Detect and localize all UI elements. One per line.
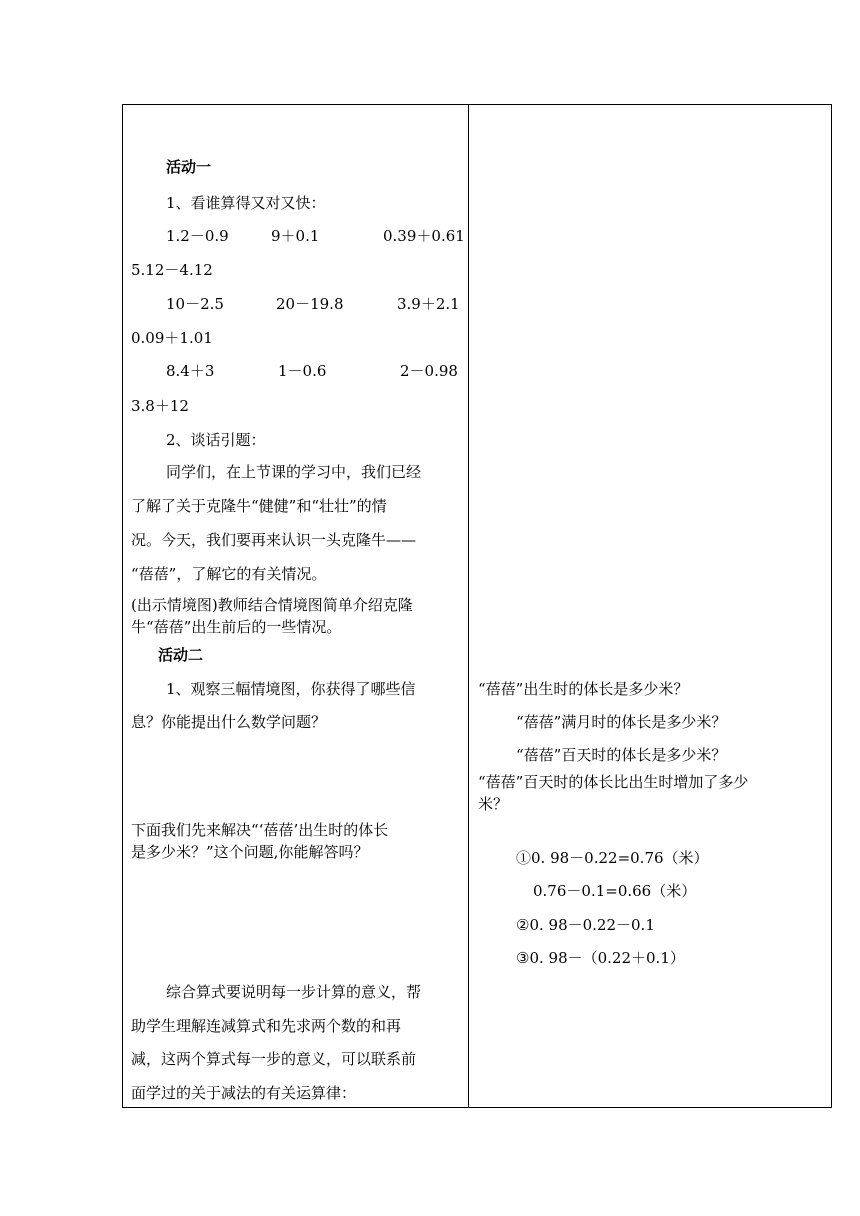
scene-line: 牛“蓓蓓”出生前后的一些情况。 (131, 618, 342, 636)
question-line: 米？ (478, 795, 509, 813)
lesson-table (122, 104, 832, 1108)
observe-line: 息？你能提出什么数学问题？ (131, 713, 327, 731)
calc-expression: 1.2－0.9 (166, 227, 229, 245)
calc-expression: 5.12－4.12 (131, 261, 213, 279)
observe-line: 1、观察三幅情境图，你获得了哪些信 (166, 680, 416, 698)
activity1-title: 活动一 (166, 158, 212, 176)
calc-expression: 0.39＋0.61 (383, 227, 465, 245)
calc-expression: 3.8＋12 (131, 397, 189, 415)
explain-line: 综合算式要说明每一步计算的意义，帮 (166, 983, 422, 1001)
explain-line: 面学过的关于减法的有关运算律： (131, 1084, 357, 1102)
explain-line: 助学生理解连减算式和先求两个数的和再 (131, 1017, 402, 1035)
intro-line: 况。今天，我们要再来认识一头克隆牛—— (131, 531, 417, 549)
question-line: “蓓蓓”百天时的体长是多少米？ (516, 746, 727, 764)
activity2-title: 活动二 (158, 646, 204, 664)
calc-expression: 9＋0.1 (271, 227, 320, 245)
question-line: “蓓蓓”出生时的体长是多少米？ (478, 680, 689, 698)
calc-expression: 3.9＋2.1 (397, 295, 460, 313)
question-line: “蓓蓓”满月时的体长是多少米？ (516, 713, 727, 731)
scene-line: (出示情境图)教师结合情境图简单介绍克隆 (131, 596, 413, 614)
solution-line: ③0. 98－（0.22＋0.1） (516, 949, 685, 967)
item1-label: 1、看谁算得又对又快： (166, 194, 326, 212)
calc-expression: 2－0.98 (400, 362, 458, 380)
intro-line: 了解了关于克隆牛“健健”和“壮壮”的情 (131, 497, 387, 515)
solution-line: ①0. 98－0.22=0.76（米） (516, 849, 709, 867)
solution-line: ②0. 98－0.22－0.1 (516, 916, 655, 934)
calc-expression: 8.4＋3 (166, 362, 215, 380)
solve-line: 下面我们先来解决“‘蓓蓓’出生时的体长 (131, 821, 389, 839)
calc-expression: 0.09＋1.01 (131, 329, 213, 347)
intro-line: 同学们，在上节课的学习中，我们已经 (166, 463, 422, 481)
item2-label: 2、谈话引题： (166, 431, 266, 449)
explain-line: 减，这两个算式每一步的意义，可以联系前 (131, 1050, 417, 1068)
solve-line: 是多少米？”这个问题,你能解答吗？ (131, 843, 369, 861)
calc-expression: 1－0.6 (278, 362, 327, 380)
calc-expression: 20－19.8 (276, 295, 344, 313)
calc-expression: 10－2.5 (166, 295, 224, 313)
intro-line: “蓓蓓”，了解它的有关情况。 (131, 565, 327, 583)
question-line: “蓓蓓”百天时的体长比出生时增加了多少 (478, 773, 749, 791)
solution-line: 0.76－0.1=0.66（米） (533, 882, 697, 900)
column-divider (468, 105, 469, 1107)
